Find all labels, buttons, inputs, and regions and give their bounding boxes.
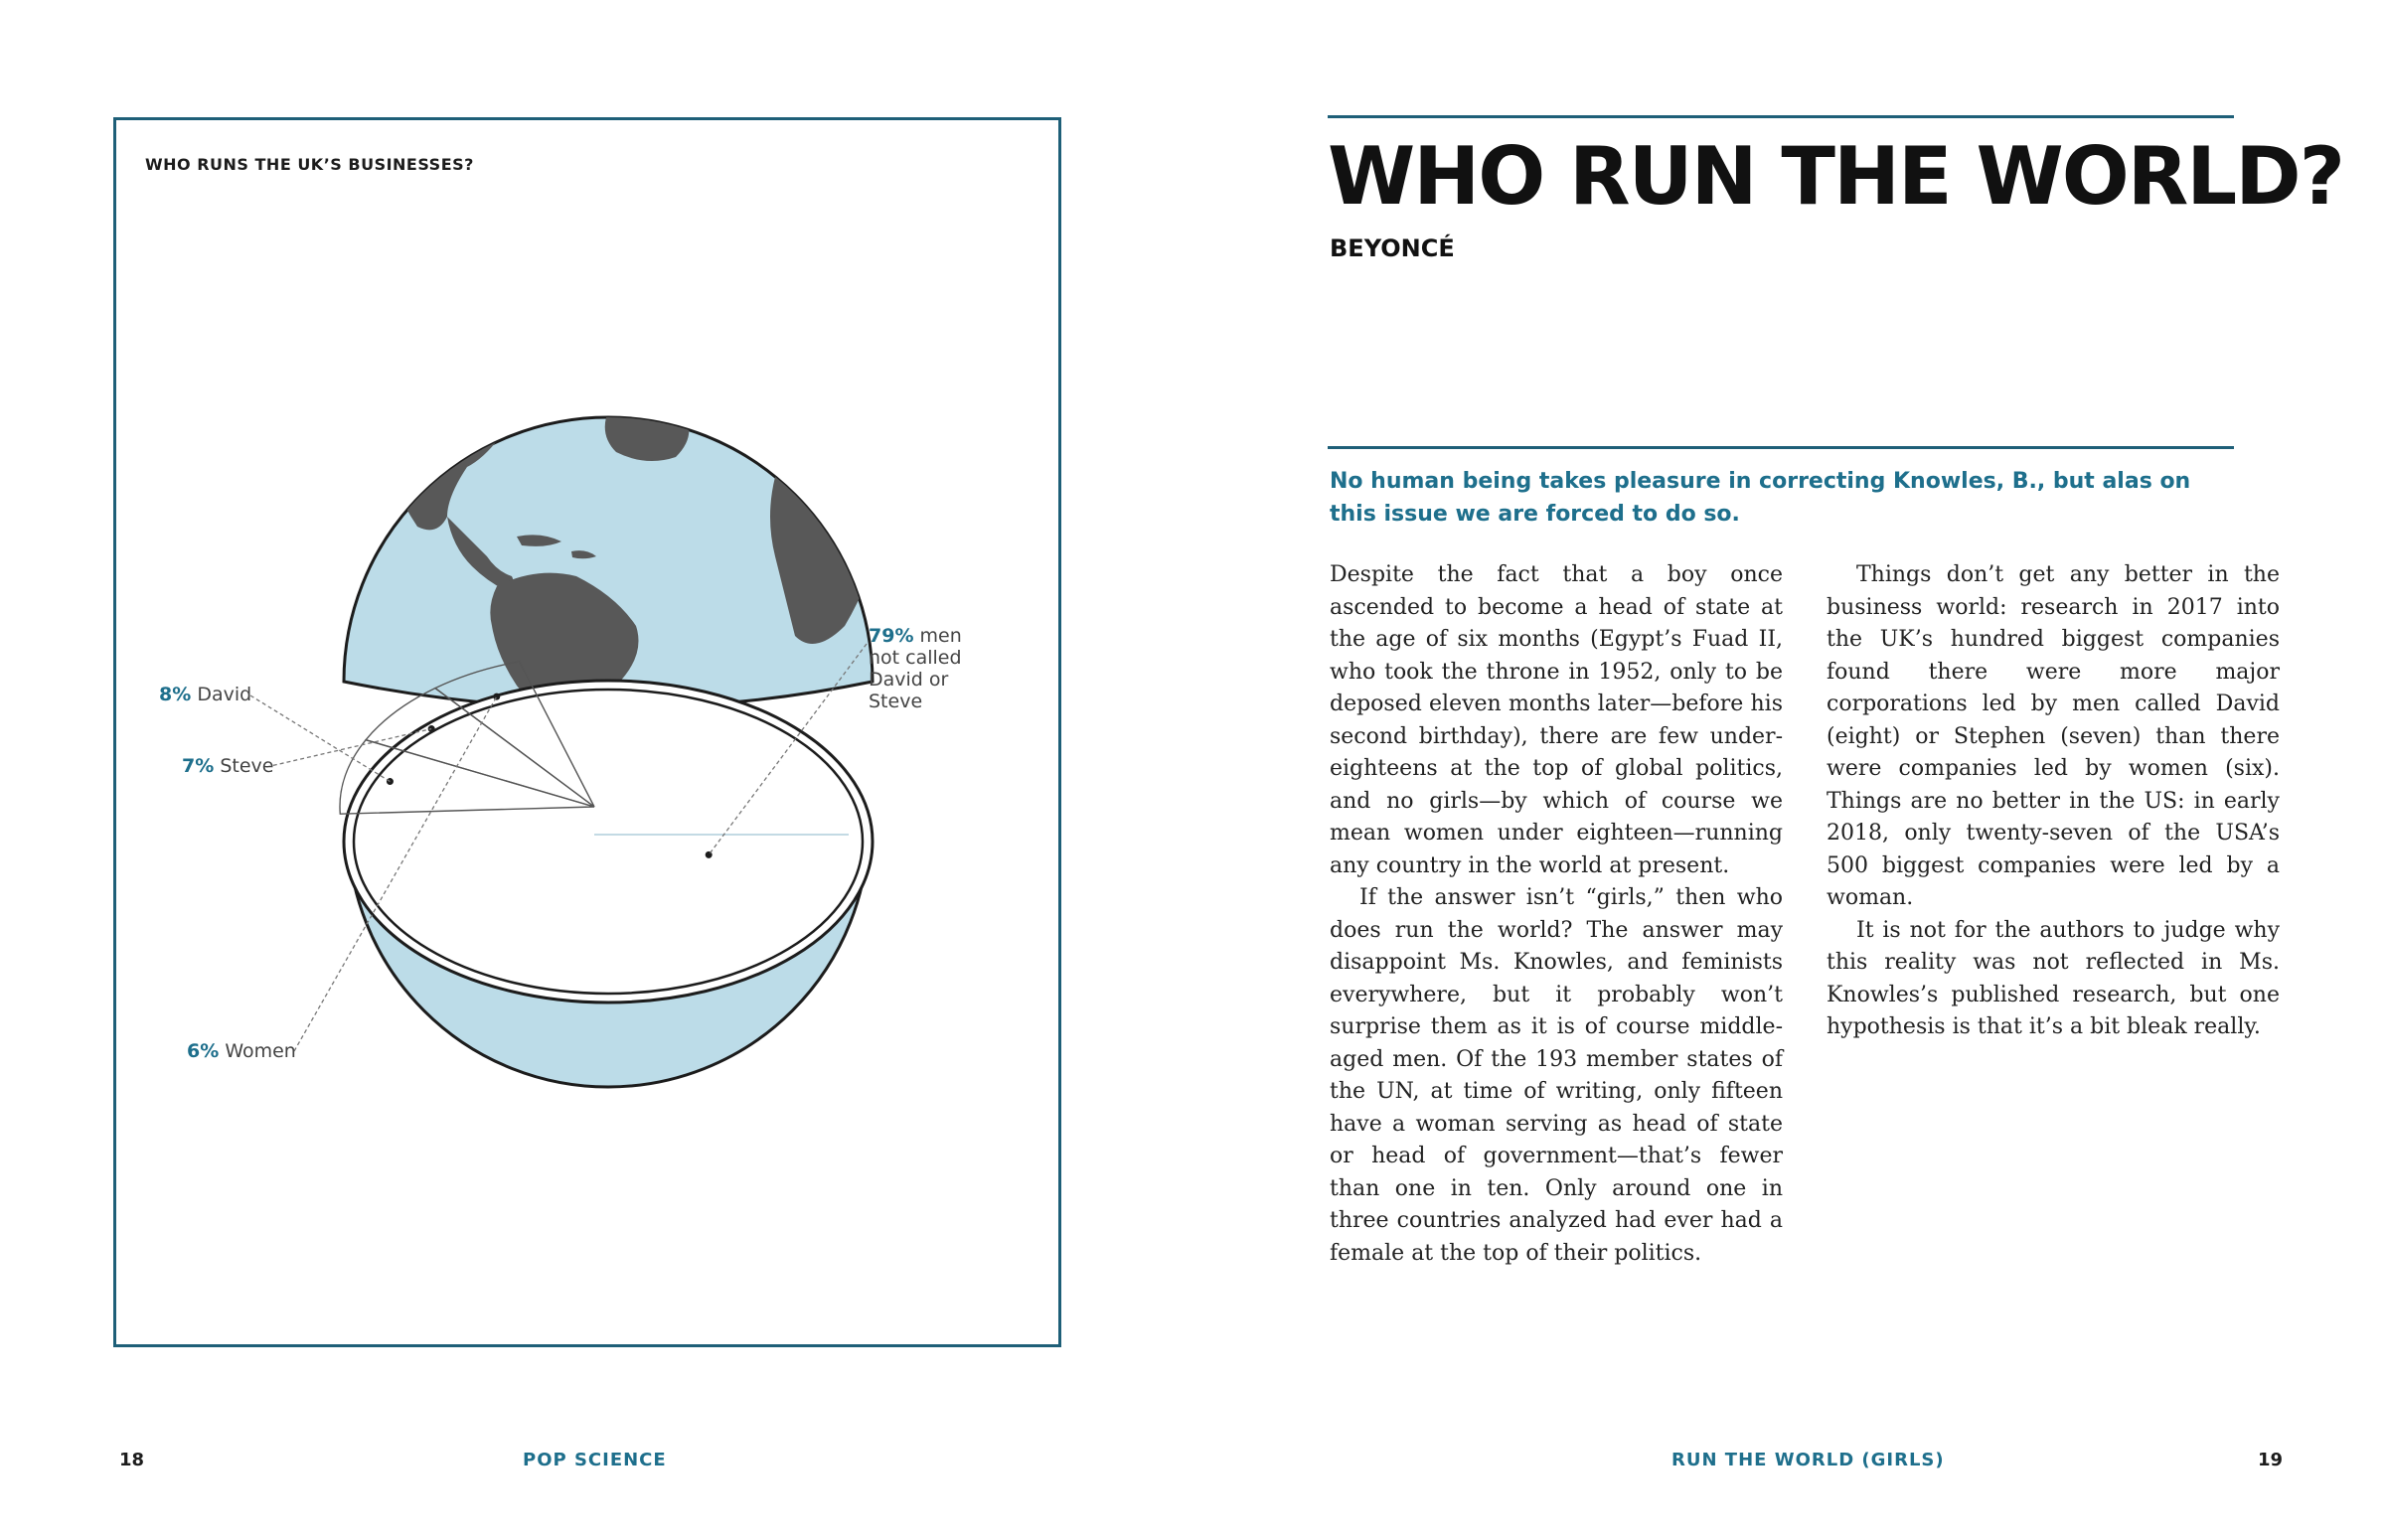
body-column-1 [1330, 559, 1783, 1270]
europe-shape [716, 305, 818, 382]
callout-steve [182, 755, 273, 777]
paragraph: Despite the fact that a boy once ascended to become a head of state at the age of six months (Egypt’s Fuad II, who took the throne in 1952, only to be deposed eleven months later—before his second birthday), there are few under-eighteens at the top of global politics, and no girls—by which of course we mean women under eighteen—running any country in the world at present. [1330, 562, 1783, 878]
callout-women [187, 1040, 296, 1062]
callout-label-line: Steve [869, 691, 923, 712]
heading-rule [1328, 115, 2234, 118]
callout-label: Women [225, 1040, 296, 1062]
callout-pct: 6% [187, 1040, 220, 1062]
slice-marker-dot [493, 693, 500, 700]
paragraph: If the answer isn’t “girls,” then who does run the world? The answer may disappoint Ms. Knowles, and feminists everywhere, but it probably won’t surprise them as it is of course middle-aged men. Of the 193 member states of the UN, at time of writing, only fifteen have a woman serving as head of state or head of government—that’s fewer than one in ten. Only around one in three countries analyzed had ever had a female at the top of their politics. [1330, 885, 1783, 1266]
callout-david [159, 684, 251, 705]
callout-label: Steve [220, 755, 274, 777]
page-title: WHO RUN THE WORLD? [1328, 130, 2344, 223]
standfirst: No human being takes pleasure in correcting Knowles, B., but alas on this issue we are forced to do so. [1330, 469, 2191, 527]
running-head-right: RUN THE WORLD (GIRLS) [1671, 1450, 1945, 1470]
rim-inner [354, 690, 863, 994]
page-number-left: 18 [119, 1450, 145, 1470]
paragraph: Things don’t get any better in the business world: research in 2017 into the UK’s hundred biggest companies found there were more major corporations led by men called David (eight) or Stephen (seven) than there were companies led by women (six). Things are no better in the US: in early 2018, only twenty-seven of the USA’s 500 biggest companies were led by a woman. [1827, 562, 2280, 910]
body-column-2 [1827, 559, 2280, 1044]
callout-label-line: not called [869, 647, 962, 669]
callout-pct: 7% [182, 755, 215, 777]
running-head-left: POP SCIENCE [523, 1450, 667, 1470]
page-subtitle: BEYONCÉ [1330, 234, 1455, 262]
paragraph: It is not for the authors to judge why this reality was not reflected in Ms. Knowles’s published research, but one hypothesis is that it’s a bit bleak really. [1827, 917, 2280, 1039]
callout-label-line: David or [869, 669, 949, 691]
pie-face [340, 655, 873, 1002]
page-number-right: 19 [2258, 1450, 2284, 1470]
standfirst-rule [1328, 446, 2234, 449]
callout-label: David [197, 684, 252, 705]
callout-pct: 79% [869, 625, 914, 647]
callout-pct: 8% [159, 684, 192, 705]
callout-other-men [869, 625, 962, 712]
figure-title: WHO RUNS THE UK’S BUSINESSES? [145, 155, 474, 174]
callout-label-line: men [919, 625, 962, 647]
